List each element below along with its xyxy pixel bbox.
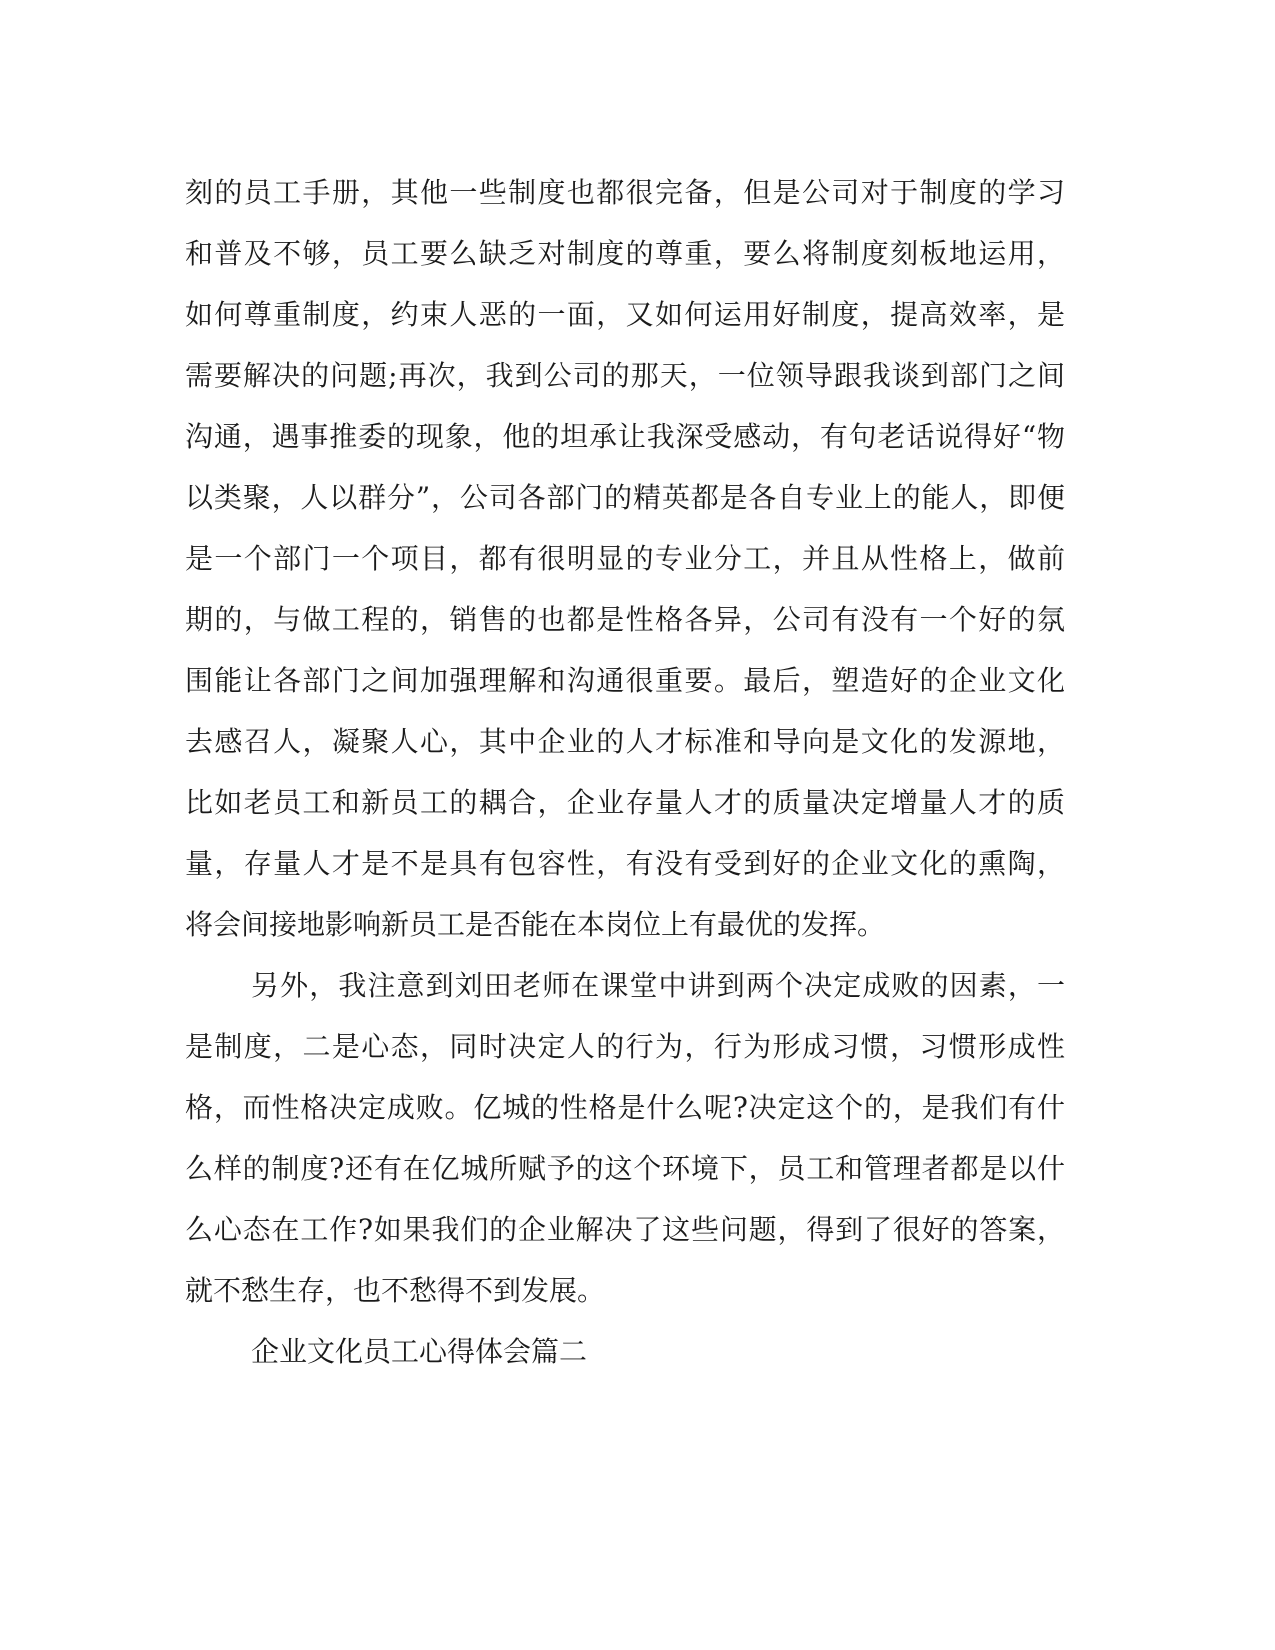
- paragraph-2-line-6: 就不愁生存，也不愁得不到发展。: [185, 1274, 606, 1307]
- paragraph-1-line-1: 刻的员工手册，其他一些制度也都很完备，但是公司对于制度的学习: [185, 176, 1065, 209]
- paragraph-1-line-12: 量，存量人才是不是具有包容性，有没有受到好的企业文化的熏陶，: [185, 847, 1065, 880]
- paragraph-2-line-4: 么样的制度?还有在亿城所赋予的这个环境下，员工和管理者都是以什: [185, 1152, 1065, 1185]
- body-text: [185, 162, 1065, 1382]
- paragraph-1-line-3: 如何尊重制度，约束人恶的一面，又如何运用好制度，提高效率，是: [185, 298, 1065, 331]
- paragraph-1-line-10: 去感召人，凝聚人心，其中企业的人才标准和导向是文化的发源地，: [185, 725, 1065, 758]
- paragraph-2-line-5: 么心态在工作?如果我们的企业解决了这些问题，得到了很好的答案，: [185, 1213, 1065, 1246]
- paragraph-1-line-6: 以类聚，人以群分”，公司各部门的精英都是各自专业上的能人，即便: [185, 481, 1065, 514]
- paragraph-1-line-5: 沟通，遇事推委的现象，他的坦承让我深受感动，有句老话说得好“物: [185, 420, 1065, 453]
- paragraph-1-line-9: 围能让各部门之间加强理解和沟通很重要。最后，塑造好的企业文化: [185, 664, 1065, 697]
- paragraph-1-line-4: 需要解决的问题;再次，我到公司的那天，一位领导跟我谈到部门之间: [185, 359, 1065, 392]
- paragraph-2-line-3: 格，而性格决定成败。亿城的性格是什么呢?决定这个的，是我们有什: [185, 1091, 1065, 1124]
- paragraph-1-line-2: 和普及不够，员工要么缺乏对制度的尊重，要么将制度刻板地运用，: [185, 237, 1065, 270]
- paragraph-1-line-7: 是一个部门一个项目，都有很明显的专业分工，并且从性格上，做前: [185, 542, 1065, 575]
- paragraph-1-line-11: 比如老员工和新员工的耦合，企业存量人才的质量决定增量人才的质: [185, 786, 1065, 819]
- paragraph-2-line-1: 另外，我注意到刘田老师在课堂中讲到两个决定成败的因素，一: [251, 969, 1065, 1002]
- paragraph-1-line-13: 将会间接地影响新员工是否能在本岗位上有最优的发挥。: [185, 908, 886, 941]
- paragraph-1-line-8: 期的，与做工程的，销售的也都是性格各异，公司有没有一个好的氛: [185, 603, 1065, 636]
- section-heading: 企业文化员工心得体会篇二: [251, 1335, 588, 1368]
- paragraph-2-line-2: 是制度，二是心态，同时决定人的行为，行为形成习惯，习惯形成性: [185, 1030, 1065, 1063]
